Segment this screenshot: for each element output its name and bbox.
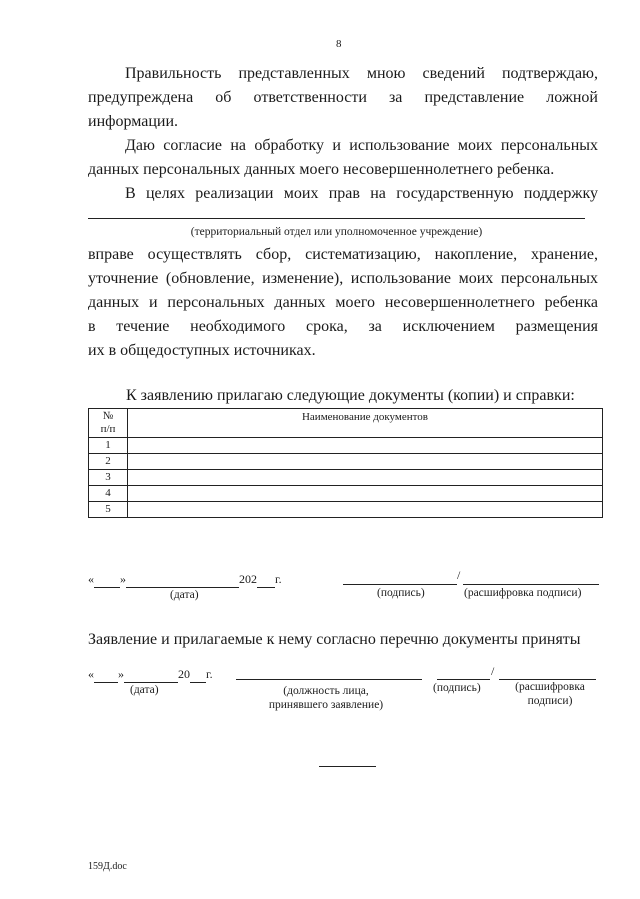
decode-line-1[interactable]	[463, 584, 599, 585]
rights-line-5: их в общедоступных источниках.	[88, 342, 316, 359]
closing-divider	[319, 766, 376, 767]
position-caption-line-1: (должность лица,	[283, 685, 369, 697]
date-field-1	[88, 572, 282, 588]
decode-caption-2	[505, 680, 595, 708]
rights-line-2: уточнение (обновление, изменение), использование моих персональных	[88, 270, 598, 287]
table-row	[89, 454, 603, 470]
row-document-cell[interactable]	[128, 486, 603, 502]
position-caption	[256, 684, 396, 712]
year-suffix: г.	[206, 667, 213, 681]
consent-line-1: Даю согласие на обработку и использование моих персональных	[125, 137, 598, 154]
row-document-cell[interactable]	[128, 470, 603, 486]
day-blank[interactable]	[94, 667, 118, 683]
declaration-line-3: информации.	[88, 113, 179, 130]
position-caption-line-2: принявшего заявление)	[268, 699, 384, 711]
year-blank[interactable]	[257, 572, 275, 588]
position-line[interactable]	[236, 679, 422, 680]
date-caption-1: (дата)	[170, 589, 199, 601]
month-blank[interactable]	[126, 572, 239, 588]
col-name-label: Наименование документов	[301, 411, 428, 423]
month-blank[interactable]	[124, 667, 178, 683]
table-row	[89, 502, 603, 518]
page-number: 8	[336, 38, 342, 50]
slash-1: /	[457, 568, 461, 582]
year-blank[interactable]	[190, 667, 206, 683]
signature-line-2[interactable]	[437, 679, 490, 680]
rights-line-4: в течение необходимого срока, за исключением размещения	[88, 318, 598, 335]
col-number-label-1: №	[102, 410, 114, 422]
signature-line-1[interactable]	[343, 584, 457, 585]
row-number: 1	[89, 438, 128, 454]
year-prefix: 202	[239, 572, 257, 586]
footer-filename: 159Д.doc	[88, 861, 127, 872]
year-suffix: г.	[275, 572, 282, 586]
date-field-2	[88, 667, 213, 683]
row-number: 3	[89, 470, 128, 486]
decode-caption-line-1: (расшифровка	[515, 681, 585, 693]
col-name-header	[128, 409, 603, 438]
rights-line-1: вправе осуществлять сбор, систематизацию, накопление, хранение,	[88, 246, 598, 263]
documents-table	[88, 408, 603, 518]
slash-2: /	[491, 664, 495, 678]
year-prefix: 20	[178, 667, 190, 681]
decode-caption-1: (расшифровка подписи)	[464, 587, 582, 599]
consent-line-2: данных персональных данных моего несовершеннолетнего ребенка.	[88, 161, 555, 178]
row-number: 5	[89, 502, 128, 518]
row-document-cell[interactable]	[128, 502, 603, 518]
quote-close: »	[118, 667, 124, 681]
row-number: 4	[89, 486, 128, 502]
day-blank[interactable]	[94, 572, 120, 588]
org-name-field[interactable]	[88, 218, 585, 219]
signature-caption-1: (подпись)	[377, 587, 425, 599]
row-document-cell[interactable]	[128, 454, 603, 470]
attach-intro: К заявлению прилагаю следующие документы (копии) и справки:	[126, 387, 575, 404]
row-document-cell[interactable]	[128, 438, 603, 454]
col-number-header	[89, 409, 128, 438]
quote-open: «	[88, 572, 94, 586]
row-number: 2	[89, 454, 128, 470]
signature-caption-2: (подпись)	[433, 682, 481, 694]
quote-open: «	[88, 667, 94, 681]
table-row	[89, 486, 603, 502]
accepted-text: Заявление и прилагаемые к нему согласно перечню документы приняты	[88, 631, 581, 648]
rights-line-3: данных и персональных данных моего несовершеннолетнего ребенка	[88, 294, 598, 311]
table-header-row	[89, 409, 603, 438]
date-caption-2: (дата)	[130, 684, 159, 696]
declaration-line-1: Правильность представленных мною сведений подтверждаю,	[125, 65, 598, 82]
org-caption: (территориальный отдел или уполномоченное учреждение)	[190, 226, 483, 238]
rights-intro-line: В целях реализации моих прав на государственную поддержку	[125, 185, 598, 202]
table-row	[89, 470, 603, 486]
declaration-line-2: предупреждена об ответственности за представление ложной	[88, 89, 598, 106]
col-number-label-2: п/п	[100, 423, 116, 435]
quote-close: »	[120, 572, 126, 586]
table-row	[89, 438, 603, 454]
decode-caption-line-2: подписи)	[527, 695, 573, 707]
